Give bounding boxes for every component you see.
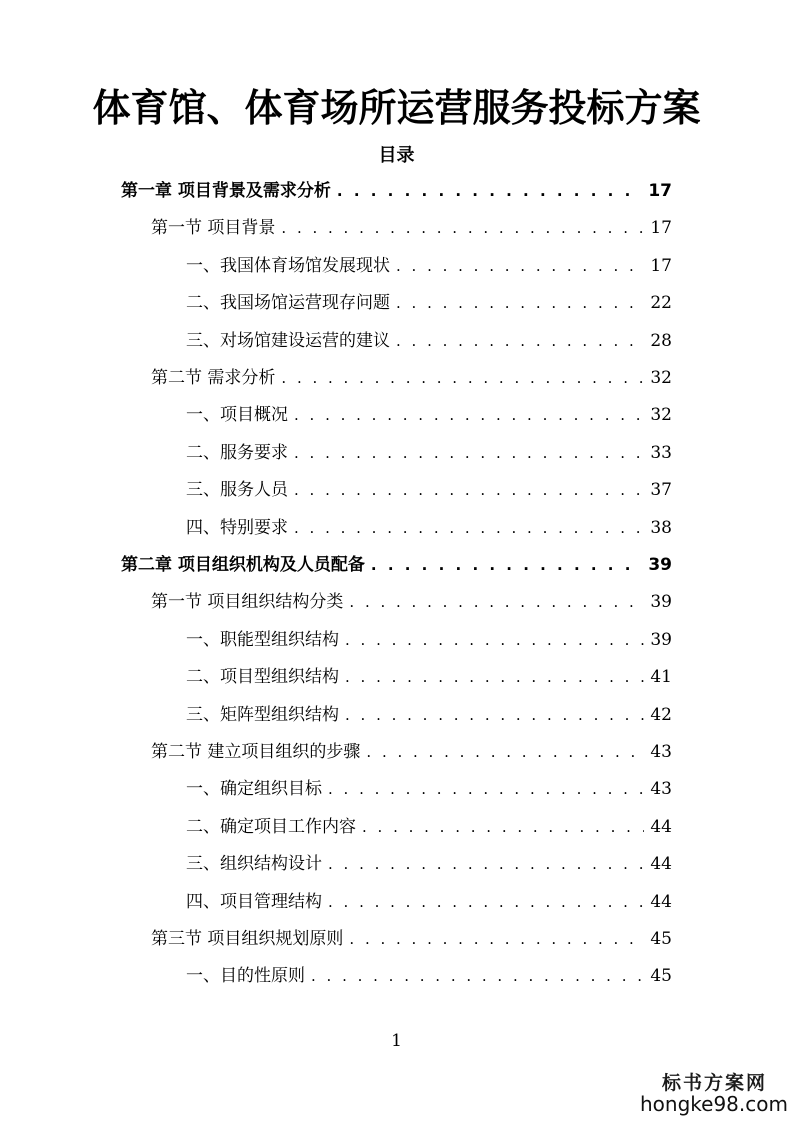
toc-entry[interactable]	[186, 399, 672, 431]
toc-entry-page-number: 39	[648, 555, 672, 575]
toc-entry-page-number: 38	[650, 517, 672, 538]
toc-entry-title: 三、对场馆建设运营的建议	[186, 330, 390, 351]
toc-entry-page-number: 33	[650, 442, 672, 463]
toc-dot-leader	[294, 437, 644, 469]
toc-dot-leader	[362, 811, 644, 843]
toc-dot-leader	[294, 512, 644, 544]
toc-entry[interactable]	[186, 960, 672, 992]
toc-entry-title: 一、目的性原则	[186, 966, 305, 987]
toc-entry-page-number: 43	[650, 742, 672, 762]
toc-entry-page-number: 41	[650, 667, 672, 688]
toc-dot-leader	[396, 325, 644, 357]
toc-entry-page-number: 32	[650, 368, 672, 388]
toc-entry[interactable]	[186, 624, 672, 656]
toc-entry-title: 三、服务人员	[186, 480, 288, 501]
toc-entry-title: 第二节 需求分析	[151, 368, 276, 388]
toc-entry[interactable]	[186, 661, 672, 693]
toc-entry[interactable]	[186, 437, 672, 469]
toc-entry-title: 一、确定组织目标	[186, 779, 322, 800]
toc-entry-title: 第二章 项目组织机构及人员配备	[121, 555, 365, 575]
toc-entry-page-number: 39	[650, 629, 672, 650]
toc-entry[interactable]	[186, 325, 672, 357]
toc-entry-title: 第一章 项目背景及需求分析	[121, 181, 331, 201]
toc-entry-title: 四、项目管理结构	[186, 891, 322, 912]
toc-entry-title: 二、我国场馆运营现存问题	[186, 293, 390, 314]
toc-dot-leader	[371, 549, 642, 581]
toc-entry-page-number: 28	[650, 330, 672, 351]
toc-entry-page-number: 44	[650, 854, 672, 875]
toc-entry-title: 三、矩阵型组织结构	[186, 704, 339, 725]
toc-entry-page-number: 44	[650, 816, 672, 837]
toc-entry-title: 第三节 项目组织规划原则	[151, 929, 344, 949]
toc-entry[interactable]	[186, 773, 672, 805]
toc-entry-page-number: 42	[650, 704, 672, 725]
toc-entry-title: 二、确定项目工作内容	[186, 816, 356, 837]
toc-entry-title: 三、组织结构设计	[186, 854, 322, 875]
toc-entry-page-number: 37	[650, 480, 672, 501]
toc-entry-page-number: 45	[650, 929, 672, 949]
toc-dot-leader	[311, 960, 644, 992]
toc-entry-page-number: 17	[650, 255, 672, 276]
toc-entry[interactable]	[186, 811, 672, 843]
toc-entry-title: 第一节 项目组织结构分类	[151, 592, 344, 613]
toc-heading: 目录	[378, 145, 415, 166]
toc-entry[interactable]	[121, 175, 672, 207]
toc-entry[interactable]	[121, 549, 672, 581]
toc-entry-page-number: 39	[650, 592, 672, 613]
toc-entry[interactable]	[186, 886, 672, 918]
toc-dot-leader	[366, 736, 644, 768]
toc-dot-leader	[396, 287, 644, 319]
toc-entry-page-number: 22	[650, 293, 672, 314]
toc-entry-title: 四、特别要求	[186, 517, 288, 538]
toc-entry-page-number: 32	[650, 405, 672, 426]
toc-entry-page-number: 17	[648, 181, 672, 201]
toc-dot-leader	[281, 212, 644, 244]
toc-entry-title: 二、项目型组织结构	[186, 667, 339, 688]
toc-dot-leader	[281, 362, 644, 394]
toc-entry[interactable]	[151, 212, 672, 244]
toc-dot-leader	[345, 661, 644, 693]
toc-dot-leader	[328, 773, 644, 805]
toc-entry-title: 二、服务要求	[186, 442, 288, 463]
toc-dot-leader	[294, 399, 644, 431]
toc-entry-page-number: 44	[650, 891, 672, 912]
toc-entry[interactable]	[151, 362, 672, 394]
document-title: 体育馆、体育场所运营服务投标方案	[92, 86, 701, 130]
toc-entry[interactable]	[186, 287, 672, 319]
toc-entry[interactable]	[186, 848, 672, 880]
toc-dot-leader	[328, 886, 644, 918]
toc-dot-leader	[396, 250, 644, 282]
toc-dot-leader	[345, 624, 644, 656]
toc-entry[interactable]	[186, 699, 672, 731]
toc-entry-page-number: 43	[650, 779, 672, 800]
toc-dot-leader	[345, 699, 644, 731]
toc-entry-title: 一、我国体育场馆发展现状	[186, 255, 390, 276]
toc-entry-page-number: 17	[650, 218, 672, 239]
toc-entry[interactable]	[186, 512, 672, 544]
page-number: 1	[391, 1031, 402, 1051]
toc-entry-title: 第二节 建立项目组织的步骤	[151, 742, 361, 762]
toc-entry[interactable]	[151, 736, 672, 768]
toc-entry-title: 第一节 项目背景	[151, 218, 276, 239]
watermark-url: hongke98.com	[640, 1092, 788, 1116]
toc-dot-leader	[349, 586, 644, 618]
toc-entry[interactable]	[186, 250, 672, 282]
toc-entry[interactable]	[186, 474, 672, 506]
toc-entry[interactable]	[151, 586, 672, 618]
toc-entry[interactable]	[151, 923, 672, 955]
toc-dot-leader	[294, 474, 644, 506]
toc-entry-title: 一、职能型组织结构	[186, 629, 339, 650]
toc-dot-leader	[349, 923, 644, 955]
toc-dot-leader	[328, 848, 644, 880]
toc-entry-page-number: 45	[650, 966, 672, 987]
watermark-site-name: 标书方案网	[662, 1072, 768, 1094]
toc-entry-title: 一、项目概况	[186, 405, 288, 426]
toc-dot-leader	[337, 175, 642, 207]
